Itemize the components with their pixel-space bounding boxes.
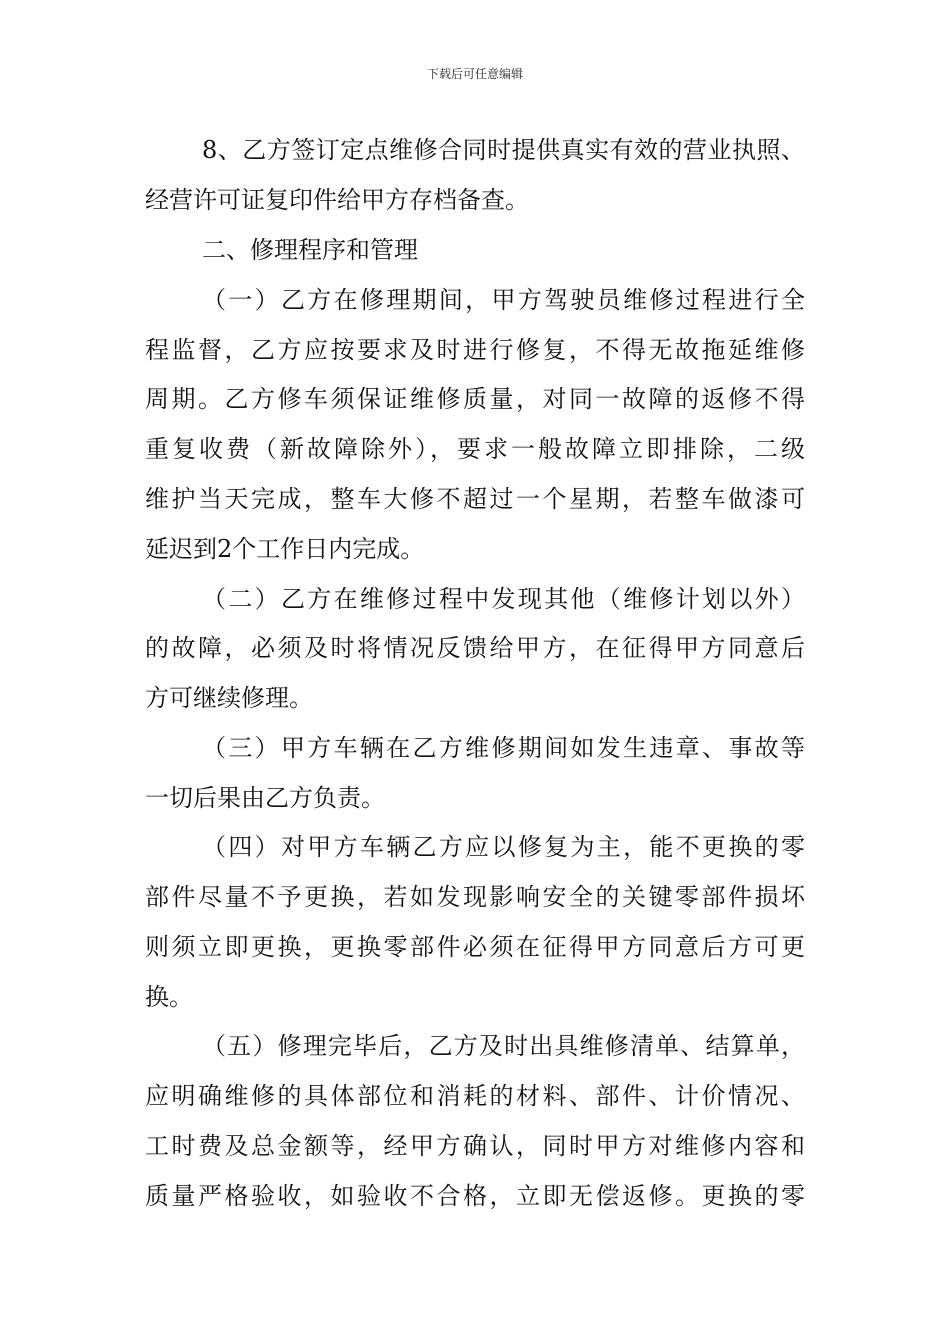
paragraph-line: 8、乙方签订定点维修合同时提供真实有效的营业执照、 <box>202 136 805 164</box>
paragraph-line: 部件尽量不予更换，若如发现影响安全的关键零部件损坏 <box>145 883 805 911</box>
paragraph-line: 方可继续修理。 <box>145 684 313 712</box>
section-heading: 二、修理程序和管理 <box>202 236 418 264</box>
paragraph-line: （一）乙方在修理期间，甲方驾驶员维修过程进行全 <box>202 286 805 314</box>
paragraph-line: 重复收费（新故障除外），要求一般故障立即排除，二级 <box>145 435 805 463</box>
paragraph-line: 一切后果由乙方负责。 <box>145 784 385 812</box>
paragraph-line: 经营许可证复印件给甲方存档备查。 <box>145 186 529 214</box>
paragraph-line: （四）对甲方车辆乙方应以修复为主，能不更换的零 <box>202 833 805 861</box>
paragraph-line: 则须立即更换，更换零部件必须在征得甲方同意后方可更 <box>145 933 805 961</box>
paragraph-line: 换。 <box>145 983 193 1011</box>
paragraph-line: 周期。乙方修车须保证维修质量，对同一故障的返修不得 <box>145 385 805 413</box>
paragraph-line: 质量严格验收，如验收不合格，立即无偿返修。更换的零 <box>145 1182 805 1210</box>
page-header-note: 下载后可任意编辑 <box>426 67 523 81</box>
paragraph-line: 延迟到2个工作日内完成。 <box>145 535 425 563</box>
paragraph-line: 应明确维修的具体部位和消耗的材料、部件、计价情况、 <box>145 1082 805 1110</box>
paragraph-line: 程监督，乙方应按要求及时进行修复，不得无故拖延维修 <box>145 336 805 364</box>
paragraph-line: 维护当天完成，整车大修不超过一个星期，若整车做漆可 <box>145 485 805 513</box>
paragraph-line: （三）甲方车辆在乙方维修期间如发生违章、事故等 <box>202 734 805 762</box>
paragraph-line: （五）修理完毕后，乙方及时出具维修清单、结算单， <box>202 1032 805 1060</box>
paragraph-line: （二）乙方在维修过程中发现其他（维修计划以外） <box>202 585 805 613</box>
paragraph-line: 的故障，必须及时将情况反馈给甲方，在征得甲方同意后 <box>145 634 805 662</box>
paragraph-line: 工时费及总金额等，经甲方确认，同时甲方对维修内容和 <box>145 1132 805 1160</box>
